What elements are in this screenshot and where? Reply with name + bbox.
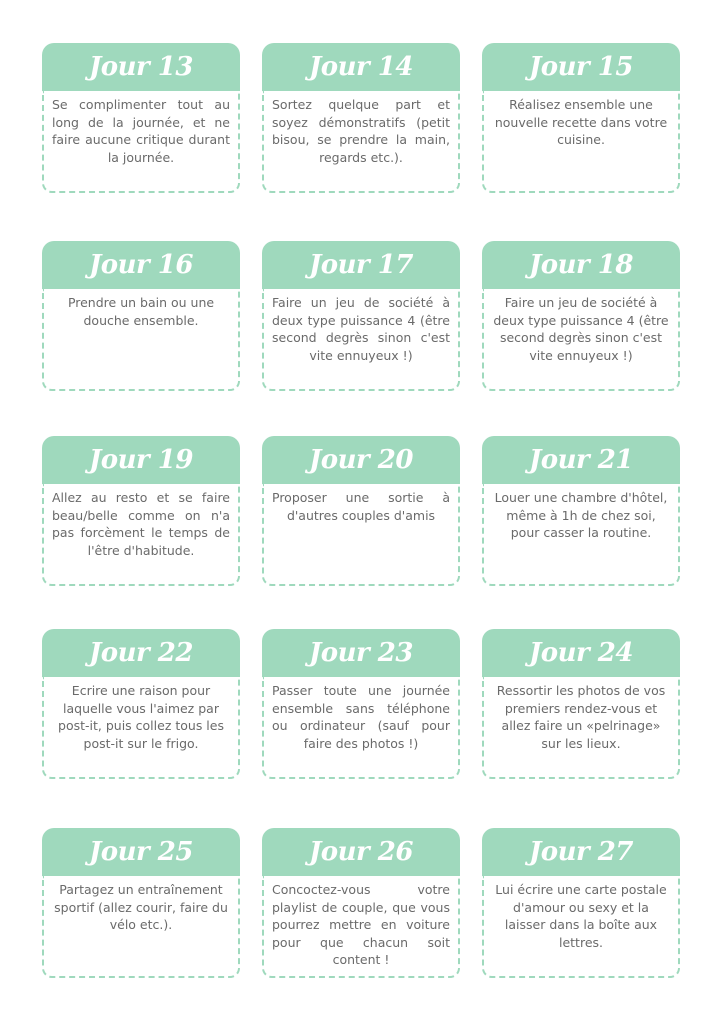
card-title: Jour 25 — [42, 828, 240, 876]
card-title: Jour 18 — [482, 241, 680, 289]
card-jour-25 — [42, 828, 240, 978]
card-text: Concoctez-vous votre playlist de couple, que vous pourrez mettre en voiture pour que chacun soit content ! — [262, 876, 460, 978]
card-text: Ecrire une raison pour laquelle vous l'aimez par post-it, puis collez tous les post-it sur le frigo. — [42, 677, 240, 779]
card-text: Allez au resto et se faire beau/belle comme on n'a pas forcèment le temps de l'être d'habitude. — [42, 484, 240, 586]
card-jour-17 — [262, 241, 460, 391]
card-jour-16 — [42, 241, 240, 391]
card-text: Lui écrire une carte postale d'amour ou sexy et la laisser dans la boîte aux lettres. — [482, 876, 680, 978]
card-jour-19 — [42, 436, 240, 586]
card-text: Partagez un entraînement sportif (allez courir, faire du vélo etc.). — [42, 876, 240, 978]
card-jour-23 — [262, 629, 460, 779]
card-jour-26 — [262, 828, 460, 978]
card-jour-21 — [482, 436, 680, 586]
card-text: Passer toute une journée ensemble sans téléphone ou ordinateur (sauf pour faire des photos !) — [262, 677, 460, 779]
card-title: Jour 13 — [42, 43, 240, 91]
card-title: Jour 22 — [42, 629, 240, 677]
card-title: Jour 17 — [262, 241, 460, 289]
card-title: Jour 15 — [482, 43, 680, 91]
card-text: Faire un jeu de société à deux type puissance 4 (être second degrès sinon c'est vite ennuyeux !) — [262, 289, 460, 391]
card-title: Jour 21 — [482, 436, 680, 484]
card-title: Jour 19 — [42, 436, 240, 484]
card-text: Louer une chambre d'hôtel, même à 1h de chez soi, pour casser la routine. — [482, 484, 680, 586]
card-jour-24 — [482, 629, 680, 779]
card-jour-18 — [482, 241, 680, 391]
card-title: Jour 27 — [482, 828, 680, 876]
card-title: Jour 20 — [262, 436, 460, 484]
card-title: Jour 16 — [42, 241, 240, 289]
card-text: Proposer une sortie à d'autres couples d'amis — [262, 484, 460, 586]
card-jour-15 — [482, 43, 680, 193]
card-text: Se complimenter tout au long de la journée, et ne faire aucune critique durant la journée. — [42, 91, 240, 193]
card-title: Jour 23 — [262, 629, 460, 677]
card-jour-22 — [42, 629, 240, 779]
card-jour-27 — [482, 828, 680, 978]
card-text: Faire un jeu de société à deux type puissance 4 (être second degrès sinon c'est vite ennuyeux !) — [482, 289, 680, 391]
card-jour-20 — [262, 436, 460, 586]
card-jour-13 — [42, 43, 240, 193]
card-text: Ressortir les photos de vos premiers rendez-vous et allez faire un «pelrinage» sur les lieux. — [482, 677, 680, 779]
card-title: Jour 14 — [262, 43, 460, 91]
card-title: Jour 24 — [482, 629, 680, 677]
card-text: Sortez quelque part et soyez démonstratifs (petit bisou, se prendre la main, regards etc.). — [262, 91, 460, 193]
card-jour-14 — [262, 43, 460, 193]
card-text: Prendre un bain ou une douche ensemble. — [42, 289, 240, 391]
card-text: Réalisez ensemble une nouvelle recette dans votre cuisine. — [482, 91, 680, 193]
card-title: Jour 26 — [262, 828, 460, 876]
